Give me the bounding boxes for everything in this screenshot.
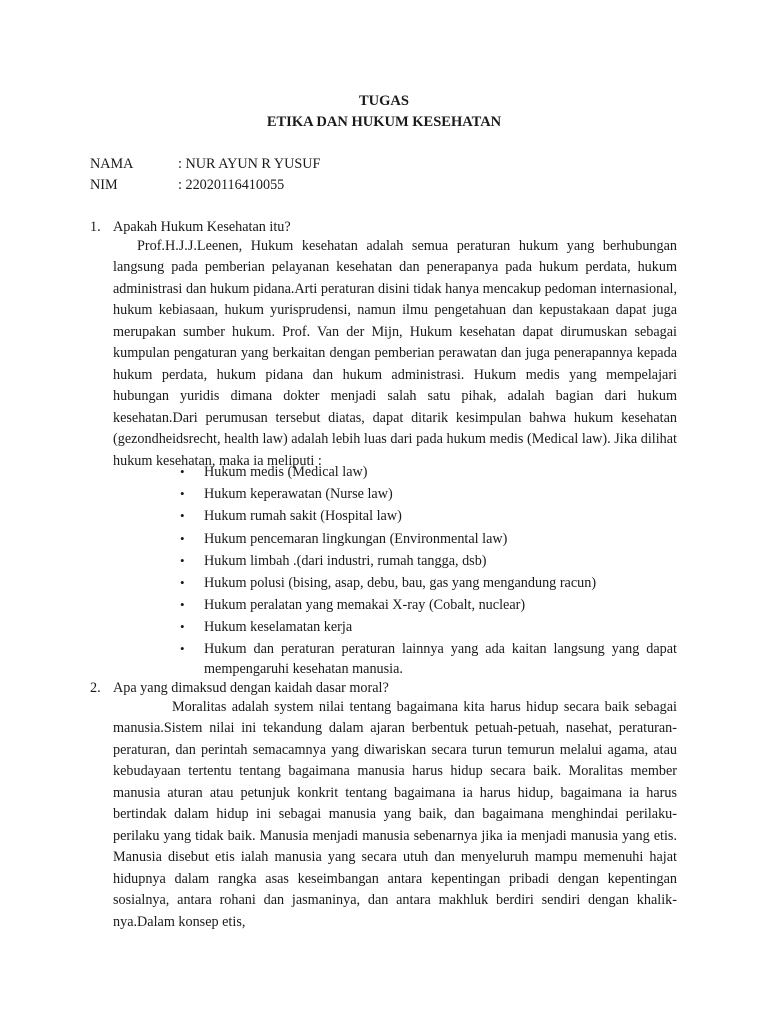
question-2	[90, 680, 389, 697]
nim-row	[90, 177, 284, 194]
list-item: • Hukum medis (Medical law)	[180, 461, 677, 483]
question-text: Apa yang dimaksud dengan kaidah dasar moral?	[113, 680, 389, 696]
nim-value: : 22020116410055	[178, 177, 285, 193]
list-item: • Hukum keselamatan kerja	[180, 616, 677, 638]
question-number: 2.	[90, 680, 101, 696]
question-text: Apakah Hukum Kesehatan itu?	[113, 219, 291, 235]
name-label: NAMA	[90, 156, 134, 172]
list-item: • Hukum limbah .(dari industri, rumah tangga, dsb)	[180, 550, 677, 572]
name-value: : NUR AYUN R YUSUF	[178, 156, 321, 172]
answer-1-paragraph: Prof.H.J.J.Leenen, Hukum kesehatan adalah semua peraturan hukum yang berhubungan langsung pada pemberian pelayanan kesehatan dan penerapanya pada hukum perdata, hukum administrasi dan hukum pidana.Arti peraturan disini tidak hanya mencakup pedoman internasional, hukum kebiasaan, hukum yurisprudensi, namun ilmu pengetahuan dan kepustakaan dapat juga merupakan sumber hukum. Prof. Van der Mijn, Hukum kesehatan dapat dirumuskan sebagai kumpulan pengaturan yang berkaitan dengan pemberian perawatan dan juga penerapannya kepada hukum perdata, hukum pidana dan hukum administrasi. Hukum medis yang mempelajari hubungan yuridis dimana dokter menjadi salah satu pihak, adalah bagian dari hukum kesehatan.Dari perumusan tersebut diatas, dapat ditarik kesimpulan bahwa hukum kesehatan (gezondheidsrecht, health law) adalah lebih luas dari pada hukum medis (Medical law). Jika dilihat hukum kesehatan, maka ia meliputi :	[113, 238, 677, 469]
list-item: • Hukum dan peraturan peraturan lainnya yang ada kaitan langsung yang dapat mempengaruhi kesehatan manusia.	[180, 639, 677, 680]
answer-2-paragraph: Moralitas adalah system nilai tentang bagaimana kita harus hidup secara baik sebagai manusia.Sistem nilai ini tekandung dalam ajaran berbentuk petuah-petuah, nasehat, peraturan-peraturan, dan perintah semacamnya yang diwariskan secara turun temurun melalui agama, atau kebudayaan tertentu tentang bagaimana manusia harus hidup secara baik. Moralitas member manusia aturan atau petunjuk konkrit tentang bagaimana ia harus hidup, bagaimana ia harus bertindak dalam hidup ini sebagai manusia yang baik, dan bagaimana menghindai perilaku-perilaku yang tidak baik. Manusia menjadi manusia sebenarnya jika ia menjadi manusia yang etis. Manusia disebut etis ialah manusia yang secara utuh dan menyeluruh mampu memenuhi hajat hidupnya dalam rangka asas keseimbangan antara kepentingan pribadi dengan kepentingan sosialnya, antara rohani dan jasmaninya, dan antara makhluk berdiri sendiri dengan khalik-nya.Dalam konsep etis,	[113, 699, 677, 930]
document-subtitle: ETIKA DAN HUKUM KESEHATAN	[266, 114, 502, 130]
list-item: • Hukum pencemaran lingkungan (Environmental law)	[180, 528, 677, 550]
document-title: TUGAS	[359, 93, 409, 109]
list-item: • Hukum keperawatan (Nurse law)	[180, 483, 677, 505]
list-item: • Hukum rumah sakit (Hospital law)	[180, 505, 677, 527]
health-law-list	[180, 461, 677, 680]
list-item: • Hukum peralatan yang memakai X-ray (Cobalt, nuclear)	[180, 594, 677, 616]
question-1	[90, 219, 291, 236]
question-number: 1.	[90, 219, 101, 235]
nim-label: NIM	[90, 177, 118, 193]
list-item: • Hukum polusi (bising, asap, debu, bau, gas yang mengandung racun)	[180, 572, 677, 594]
name-row	[90, 156, 320, 173]
